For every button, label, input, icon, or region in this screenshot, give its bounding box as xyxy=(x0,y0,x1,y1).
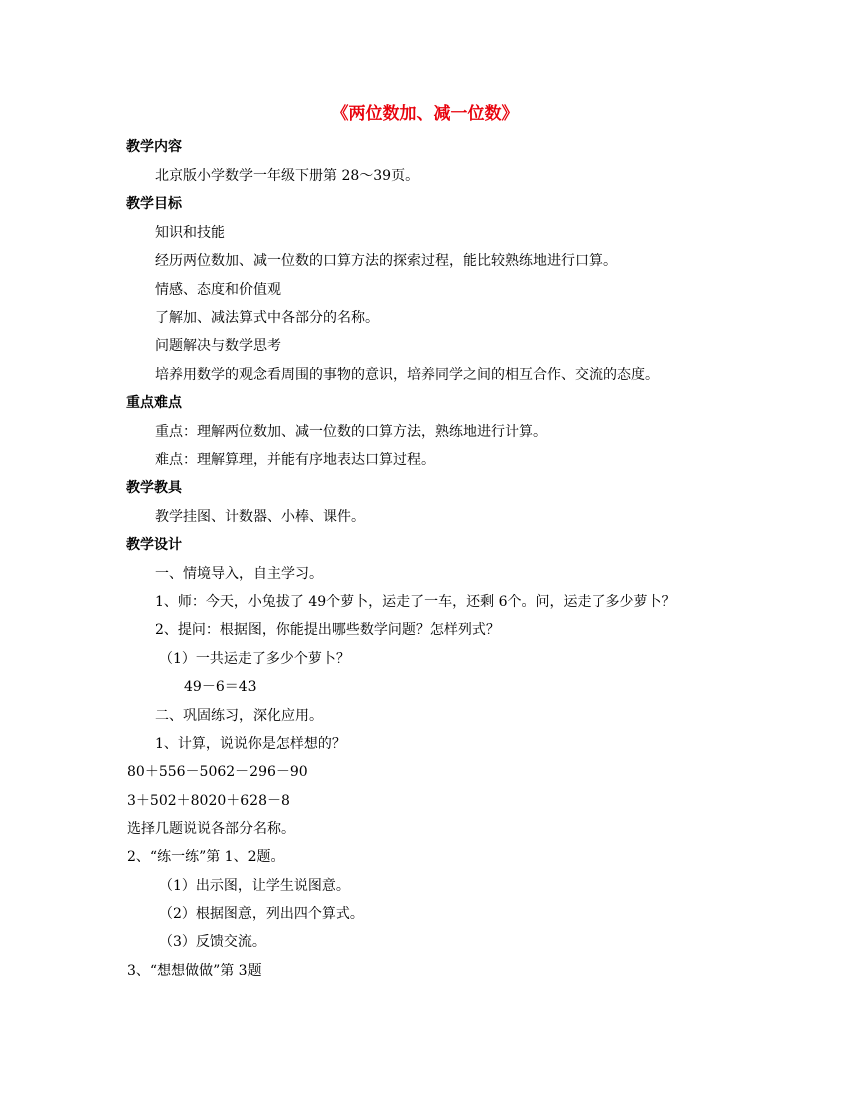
paragraph: 2、“练一练”第 1、2题。 xyxy=(127,849,285,865)
section-heading-design: 教学设计 xyxy=(126,537,182,553)
paragraph: （1）出示图，让学生说图意。 xyxy=(159,878,350,894)
paragraph: 选择几题说说各部分名称。 xyxy=(127,821,295,837)
paragraph: 3、“想想做做”第 3题 xyxy=(127,963,262,979)
equation: 80＋556－5062－296－90 xyxy=(127,764,308,780)
paragraph: 经历两位数加、减一位数的口算方法的探索过程，能比较熟练地进行口算。 xyxy=(155,253,617,269)
paragraph: 一、情境导入，自主学习。 xyxy=(155,566,323,582)
paragraph: 情感、态度和价值观 xyxy=(155,282,281,298)
paragraph: 二、巩固练习，深化应用。 xyxy=(155,708,323,724)
paragraph: 培养用数学的观念看周围的事物的意识，培养同学之间的相互合作、交流的态度。 xyxy=(155,367,659,383)
paragraph: 难点：理解算理，并能有序地表达口算过程。 xyxy=(155,452,435,468)
paragraph: （1）一共运走了多少个萝卜？ xyxy=(159,651,350,667)
paragraph: 问题解决与数学思考 xyxy=(155,338,281,354)
paragraph: 重点：理解两位数加、减一位数的口算方法，熟练地进行计算。 xyxy=(155,424,547,440)
equation: 49－6＝43 xyxy=(184,679,257,695)
section-heading-content: 教学内容 xyxy=(126,139,182,155)
paragraph: 1、计算，说说你是怎样想的？ xyxy=(155,736,346,752)
document-title: 《两位数加、减一位数》 xyxy=(331,104,519,124)
paragraph: 2、提问：根据图，你能提出哪些数学问题？怎样列式？ xyxy=(155,622,500,638)
equation: 3＋502＋8020＋628－8 xyxy=(127,793,290,809)
section-heading-objectives: 教学目标 xyxy=(126,196,182,212)
paragraph: 北京版小学数学一年级下册第 28～39页。 xyxy=(155,168,420,184)
paragraph: 知识和技能 xyxy=(155,225,225,241)
paragraph: 1、师：今天，小兔拔了 49个萝卜，运走了一车，还剩 6个。问，运走了多少萝卜？ xyxy=(155,594,676,610)
paragraph: 了解加、减法算式中各部分的名称。 xyxy=(155,310,379,326)
paragraph: （2）根据图意，列出四个算式。 xyxy=(159,906,364,922)
section-heading-key-points: 重点难点 xyxy=(126,395,182,411)
paragraph: 教学挂图、计数器、小棒、课件。 xyxy=(155,509,365,525)
section-heading-teaching-aids: 教学教具 xyxy=(126,480,182,496)
paragraph: （3）反馈交流。 xyxy=(159,934,266,950)
